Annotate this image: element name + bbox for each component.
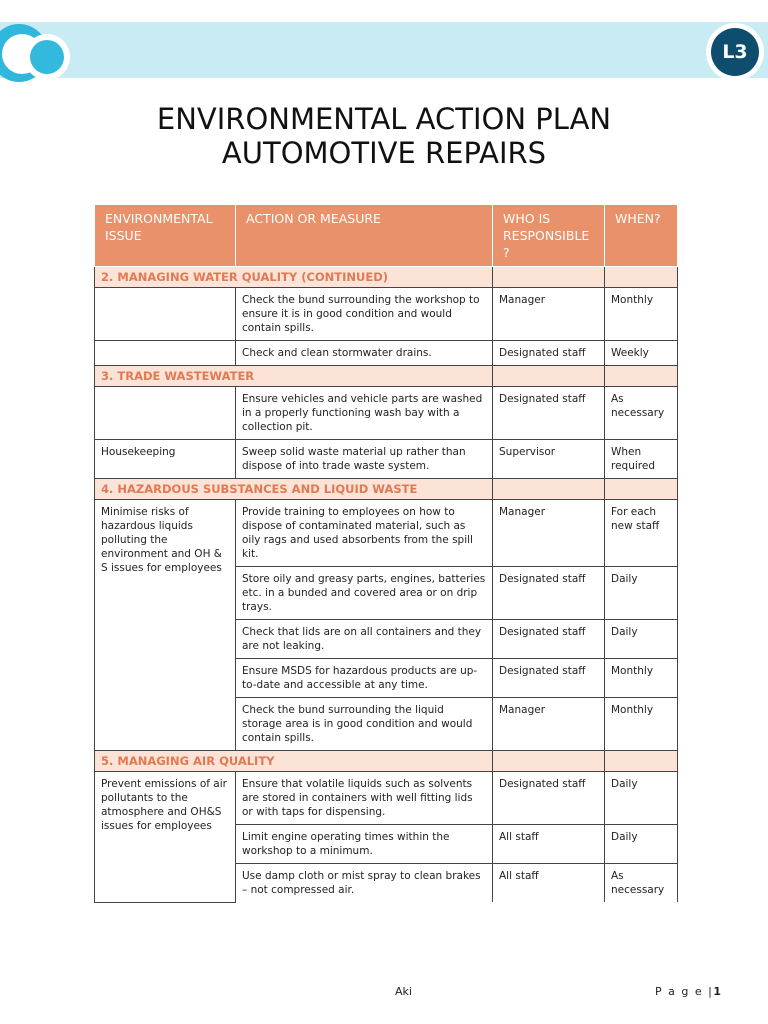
header-band bbox=[0, 22, 768, 78]
section-title: 3. TRADE WASTEWATER bbox=[95, 366, 493, 387]
section-title: 4. HAZARDOUS SUBSTANCES AND LIQUID WASTE bbox=[95, 479, 493, 500]
section-empty-cell bbox=[493, 751, 605, 772]
action-cell: Sweep solid waste material up rather than dispose of into trade waste system. bbox=[236, 440, 493, 479]
section-row-water-quality bbox=[95, 267, 678, 288]
action-cell: Store oily and greasy parts, engines, batteries etc. in a bunded and covered area or on drip trays. bbox=[236, 567, 493, 620]
section-empty-cell bbox=[605, 267, 678, 288]
table-row bbox=[95, 387, 678, 440]
action-cell: Limit engine operating times within the workshop to a minimum. bbox=[236, 825, 493, 864]
who-cell: All staff bbox=[493, 864, 605, 903]
who-cell: All staff bbox=[493, 825, 605, 864]
issue-cell: Housekeeping bbox=[95, 440, 236, 479]
action-cell: Check the bund surrounding the workshop to ensure it is in good condition and would contain spills. bbox=[236, 288, 493, 341]
action-cell: Check the bund surrounding the liquid storage area is in good condition and would contain spills. bbox=[236, 698, 493, 751]
section-empty-cell bbox=[493, 479, 605, 500]
when-cell: As necessary bbox=[605, 387, 678, 440]
action-cell: Provide training to employees on how to dispose of contaminated material, such as oily rags and used absorbents from the spill kit. bbox=[236, 500, 493, 567]
col-header-action: ACTION OR MEASURE bbox=[236, 205, 493, 267]
section-empty-cell bbox=[493, 267, 605, 288]
table-row bbox=[95, 772, 678, 825]
table-header-row bbox=[95, 205, 678, 267]
action-plan-table bbox=[94, 204, 678, 903]
section-row-trade-wastewater bbox=[95, 366, 678, 387]
who-cell: Designated staff bbox=[493, 659, 605, 698]
title-line-1: ENVIRONMENTAL ACTION PLAN bbox=[156, 102, 612, 136]
who-cell: Manager bbox=[493, 500, 605, 567]
who-cell: Manager bbox=[493, 288, 605, 341]
title-line-2: AUTOMOTIVE REPAIRS bbox=[221, 136, 547, 170]
section-empty-cell bbox=[605, 479, 678, 500]
issue-cell bbox=[95, 288, 236, 341]
section-empty-cell bbox=[605, 751, 678, 772]
action-cell: Use damp cloth or mist spray to clean brakes – not compressed air. bbox=[236, 864, 493, 903]
when-cell: Daily bbox=[605, 825, 678, 864]
action-cell: Ensure vehicles and vehicle parts are washed in a properly functioning wash bay with a collection pit. bbox=[236, 387, 493, 440]
page-label: P a g e | bbox=[655, 985, 714, 998]
who-cell: Designated staff bbox=[493, 567, 605, 620]
section-title: 5. MANAGING AIR QUALITY bbox=[95, 751, 493, 772]
col-header-who: WHO IS RESPONSIBLE? bbox=[493, 205, 605, 267]
who-cell: Designated staff bbox=[493, 387, 605, 440]
table-row bbox=[95, 341, 678, 366]
when-cell: When required bbox=[605, 440, 678, 479]
when-cell: Monthly bbox=[605, 698, 678, 751]
when-cell: Monthly bbox=[605, 659, 678, 698]
section-empty-cell bbox=[605, 366, 678, 387]
when-cell: Daily bbox=[605, 772, 678, 825]
who-cell: Designated staff bbox=[493, 620, 605, 659]
col-header-when: WHEN? bbox=[605, 205, 678, 267]
footer-author: Aki bbox=[395, 985, 412, 998]
col-header-issue: ENVIRONMENTAL ISSUE bbox=[95, 205, 236, 267]
when-cell: As necessary bbox=[605, 864, 678, 903]
page-title bbox=[0, 102, 768, 170]
table-row bbox=[95, 288, 678, 341]
who-cell: Manager bbox=[493, 698, 605, 751]
action-cell: Ensure that volatile liquids such as solvents are stored in containers with well fitting lids or with taps for dispensing. bbox=[236, 772, 493, 825]
footer-page-number bbox=[655, 985, 721, 998]
who-cell: Designated staff bbox=[493, 341, 605, 366]
level-badge: L3 bbox=[711, 28, 759, 76]
issue-cell: Prevent emissions of air pollutants to the atmosphere and OH&S issues for employees bbox=[95, 772, 236, 903]
when-cell: For each new staff bbox=[605, 500, 678, 567]
action-cell: Ensure MSDS for hazardous products are up-to-date and accessible at any time. bbox=[236, 659, 493, 698]
logo-dot bbox=[30, 40, 64, 74]
who-cell: Designated staff bbox=[493, 772, 605, 825]
page-number: 1 bbox=[713, 985, 721, 998]
table-row bbox=[95, 500, 678, 567]
when-cell: Daily bbox=[605, 620, 678, 659]
issue-cell bbox=[95, 387, 236, 440]
table-row bbox=[95, 440, 678, 479]
who-cell: Supervisor bbox=[493, 440, 605, 479]
section-title: 2. MANAGING WATER QUALITY (CONTINUED) bbox=[95, 267, 493, 288]
issue-cell bbox=[95, 341, 236, 366]
when-cell: Weekly bbox=[605, 341, 678, 366]
section-row-air-quality bbox=[95, 751, 678, 772]
section-empty-cell bbox=[493, 366, 605, 387]
when-cell: Daily bbox=[605, 567, 678, 620]
action-cell: Check and clean stormwater drains. bbox=[236, 341, 493, 366]
when-cell: Monthly bbox=[605, 288, 678, 341]
action-cell: Check that lids are on all containers and they are not leaking. bbox=[236, 620, 493, 659]
issue-cell: Minimise risks of hazardous liquids polluting the environment and OH & S issues for employees bbox=[95, 500, 236, 751]
section-row-hazardous-substances bbox=[95, 479, 678, 500]
